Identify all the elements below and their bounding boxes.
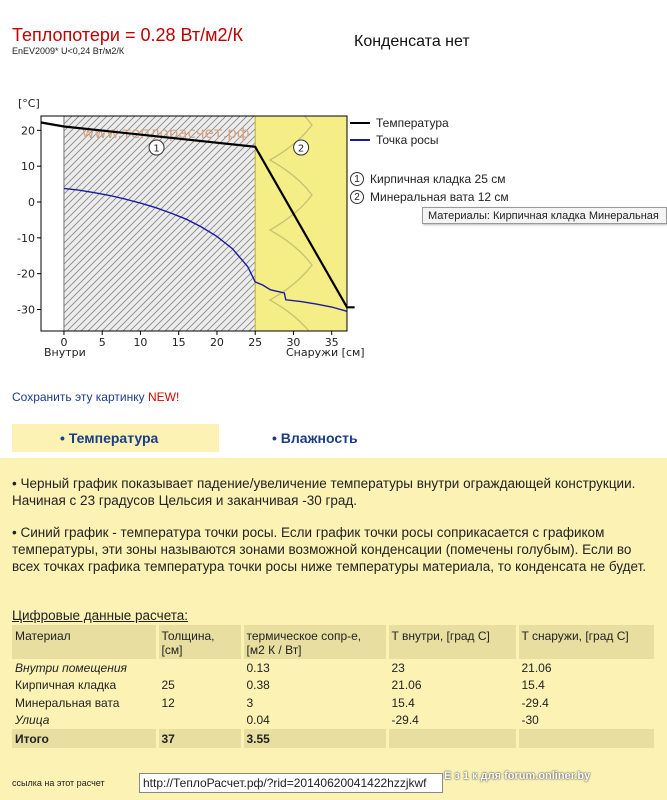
col-thickness-l1: Толщина, <box>161 629 215 643</box>
material-2-number: 2 <box>350 190 364 204</box>
total-resistance: 3.55 <box>242 729 387 748</box>
cell-resistance: 0.13 <box>242 659 387 677</box>
material-1-number: 1 <box>350 172 364 186</box>
x-label-outside: Снаружи [см] <box>286 346 365 359</box>
y-tick-label: -30 <box>17 303 35 317</box>
x-tick-label: 30 <box>286 336 301 349</box>
y-tick-label: 0 <box>28 196 35 209</box>
y-tick-label: -20 <box>17 267 35 281</box>
cell-t-inside: -29.4 <box>387 712 517 730</box>
table-total-row <box>12 729 656 748</box>
cell-t-inside: 15.4 <box>387 694 517 712</box>
forum-watermark: Е з 1 к для forum.onliner.by <box>444 770 591 782</box>
layer-2-marker-label: 2 <box>297 143 305 155</box>
permalink-input[interactable] <box>139 773 443 793</box>
legend-material-2[interactable] <box>350 188 509 206</box>
tab-temperature-label: • Температура <box>60 430 159 446</box>
cell-material: Кирпичная кладка <box>12 677 157 695</box>
info-panel <box>0 458 667 800</box>
legend-temperature-label: Температура <box>376 115 449 130</box>
y-unit-label: [°C] <box>18 97 40 110</box>
chart-watermark: www.теплорасчет.рф <box>82 124 250 142</box>
condensate-status: Конденсата нет <box>354 33 470 50</box>
y-tick-label: 20 <box>21 124 35 138</box>
legend-temperature <box>350 114 509 131</box>
info-paragraph-temperature-text: Черный график показывает падение/увеличение температуры внутри ограждающей конструкции. Начиная с 23 градусов Цельсия и заканчивая -30 град. <box>12 476 636 508</box>
x-tick-label: 20 <box>209 336 224 349</box>
tab-humidity[interactable] <box>272 424 358 452</box>
temperature-chart <box>0 90 372 370</box>
tab-humidity-label: • Влажность <box>272 430 358 446</box>
info-paragraph-dewpoint-text: Синий график - температура точки росы. Если график точки росы соприкасается с графиком температуры, эти зоны называются зонами возможной конденсации (помечены голубым). Если во всех точках графика температура точки росы ниже температуры материала, то конденсата не будет. <box>12 525 647 574</box>
x-tick-label: 0 <box>60 336 68 349</box>
table-row <box>12 659 656 677</box>
col-t-inside-l1: T внутри, [град C] <box>391 629 490 643</box>
legend-dewpoint-label: Точка росы <box>376 132 439 147</box>
legend-dewpoint-swatch <box>350 139 370 141</box>
table-row <box>12 694 656 712</box>
chart-legend <box>350 114 509 206</box>
cell-material: Минеральная вата <box>12 694 157 712</box>
tab-temperature[interactable] <box>12 424 219 452</box>
x-tick-label: 35 <box>324 336 339 349</box>
cell-thickness: 12 <box>157 694 242 712</box>
x-tick-label: 10 <box>133 336 148 349</box>
calc-data-table <box>12 625 657 748</box>
cell-t-inside: 23 <box>387 659 517 677</box>
save-image-link[interactable] <box>12 390 179 404</box>
col-resistance <box>242 625 387 659</box>
legend-dewpoint <box>350 131 509 148</box>
cell-t-outside: -29.4 <box>517 694 656 712</box>
table-row <box>12 677 656 695</box>
y-tick-label: 10 <box>21 160 35 174</box>
x-tick-label: 25 <box>248 336 263 349</box>
save-image-text: Сохранить эту картинку <box>12 390 145 404</box>
heat-loss-norm: EnEV2009* U<0,24 Вт/м2/К <box>12 46 125 56</box>
cell-t-outside: 21.06 <box>517 659 656 677</box>
total-empty-1 <box>387 729 517 748</box>
material-1-label: Кирпичная кладка 25 см <box>370 172 506 186</box>
col-t-outside <box>517 625 656 659</box>
y-tick-label: -10 <box>17 231 35 245</box>
legend-temperature-swatch <box>350 122 370 124</box>
col-resistance-l2: [м2 К / Вт] <box>246 643 302 657</box>
col-thickness <box>157 625 242 659</box>
cell-material: Улица <box>12 712 157 730</box>
total-empty-2 <box>517 729 656 748</box>
materials-tooltip: Материалы: Кирпичная кладка Минеральная <box>422 207 667 224</box>
cell-resistance: 0.38 <box>242 677 387 695</box>
total-thickness: 37 <box>157 729 242 748</box>
calc-data-heading: Цифровые данные расчета: <box>12 608 189 623</box>
x-tick-label: 5 <box>98 336 106 349</box>
x-label-inside: Внутри <box>44 346 86 359</box>
cell-thickness <box>157 659 242 677</box>
tab-temperature-text: Температура <box>68 430 159 446</box>
col-t-outside-l1: T снаружи, [град C] <box>521 629 629 643</box>
new-badge: NEW! <box>147 390 180 404</box>
layer-1-marker-label: 1 <box>153 143 160 155</box>
col-thickness-l2: [см] <box>161 643 183 657</box>
col-t-inside <box>387 625 517 659</box>
cell-t-outside: -30 <box>517 712 656 730</box>
cell-thickness: 25 <box>157 677 242 695</box>
table-header-row <box>12 625 656 659</box>
legend-material-1[interactable] <box>350 170 509 188</box>
cell-resistance: 0.04 <box>242 712 387 730</box>
col-material-l1: Материал <box>15 629 71 643</box>
permalink-label: ссылка на этот расчет <box>12 778 105 788</box>
x-tick-label: 15 <box>171 336 186 349</box>
info-paragraph-dewpoint: • Синий график - температура точки росы. Если график точки росы соприкасается с графиком температуры, эти зоны называются зонами возможной конденсации (помечены голубым). Если во всех точках графика температура точки росы ниже температуры материала, то конденсата не будет. <box>12 525 647 574</box>
tab-humidity-text: Влажность <box>280 430 358 446</box>
cell-t-inside: 21.06 <box>387 677 517 695</box>
cell-t-outside: 15.4 <box>517 677 656 695</box>
cell-thickness <box>157 712 242 730</box>
cell-material: Внутри помещения <box>12 659 157 677</box>
table-row <box>12 712 656 730</box>
material-2-label: Минеральная вата 12 см <box>370 190 509 204</box>
total-label: Итого <box>12 729 157 748</box>
col-material <box>12 625 157 659</box>
info-paragraph-temperature: • Черный график показывает падение/увеличение температуры внутри ограждающей конструкции. Начиная с 23 градусов Цельсия и заканчивая -30 град. <box>12 476 636 508</box>
cell-resistance: 3 <box>242 694 387 712</box>
col-resistance-l1: термическое сопр-е, <box>246 629 362 643</box>
heat-loss-title: Теплопотери = 0.28 Вт/м2/К <box>12 25 244 45</box>
